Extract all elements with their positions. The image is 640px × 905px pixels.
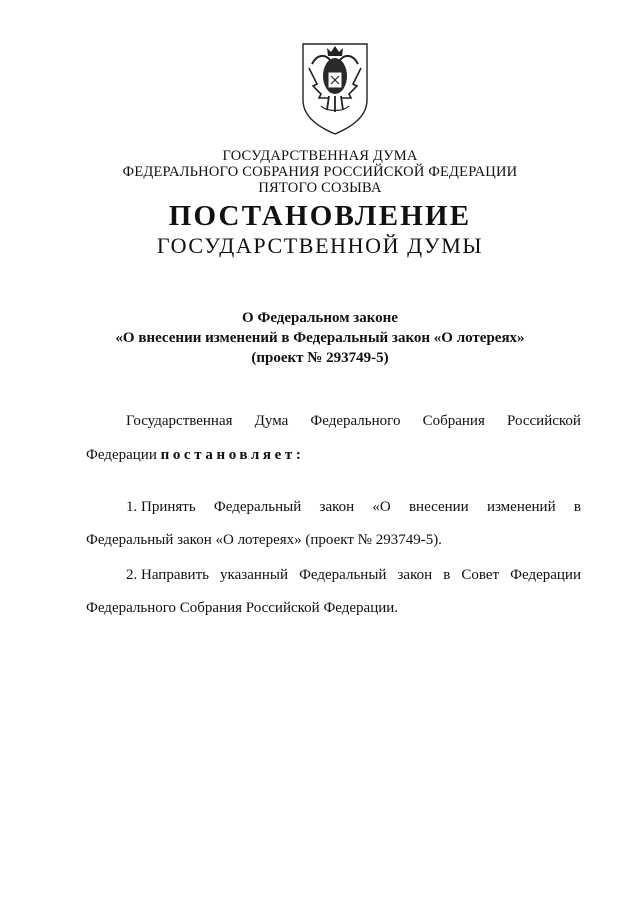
item-2-word: Федеральный: [299, 567, 387, 583]
intro-paragraph-line-1: [126, 412, 581, 430]
subject-line-3: (проект № 293749-5): [251, 350, 389, 366]
issuer-line-2: ФЕДЕРАЛЬНОГО СОБРАНИЯ РОССИЙСКОЙ ФЕДЕРАЦИИ: [122, 164, 518, 180]
subject-line-2: «О внесении изменений в Федеральный закон «О лотереях»: [115, 330, 525, 346]
item-2-word: закон: [397, 567, 433, 583]
item-2-word: указанный: [220, 567, 289, 583]
item-1-line-2: Федеральный закон «О лотереях» (проект № 293749-5).: [86, 532, 442, 548]
issuer-block: [0, 148, 640, 196]
document-subtitle: ГОСУДАРСТВЕННОЙ ДУМЫ: [156, 233, 484, 258]
item-1-word: в: [573, 499, 581, 515]
item-1-word: изменений: [486, 499, 556, 515]
intro-word: Федерального: [310, 413, 401, 429]
resolution-keyword: постановляет:: [160, 447, 305, 463]
item-2-line-2: Федерального Собрания Российской Федерации.: [86, 600, 399, 616]
intro-word: Государственная: [126, 413, 233, 429]
item-2-word: в: [443, 567, 451, 583]
item-1-word: 1. Принять: [126, 499, 196, 515]
item-2-word: Федерации: [510, 567, 581, 583]
item-1-word: «О: [372, 499, 391, 515]
item-1-line-1: [126, 498, 581, 516]
document-title: ПОСТАНОВЛЕНИЕ: [168, 200, 472, 232]
item-1-word: Федеральный: [213, 499, 302, 515]
intro-word: Собрания: [422, 413, 485, 429]
subject-block: [0, 308, 640, 368]
intro-word: Российской: [507, 413, 581, 429]
item-2-word: Совет: [461, 567, 500, 583]
intro-paragraph-line-2: [86, 446, 304, 464]
item-1-word: закон: [319, 499, 355, 515]
item-1-word: внесении: [408, 499, 469, 515]
russian-coat-of-arms-icon: [297, 38, 373, 138]
item-2-line-1: [126, 566, 581, 584]
issuer-line-1: ГОСУДАРСТВЕННАЯ ДУМА: [222, 148, 418, 164]
intro-line2-text: Федерации: [86, 447, 157, 463]
subject-line-1: О Федеральном законе: [242, 310, 398, 326]
issuer-line-3: ПЯТОГО СОЗЫВА: [258, 180, 382, 196]
item-2-word: 2. Направить: [126, 567, 209, 583]
intro-word: Дума: [254, 413, 289, 429]
